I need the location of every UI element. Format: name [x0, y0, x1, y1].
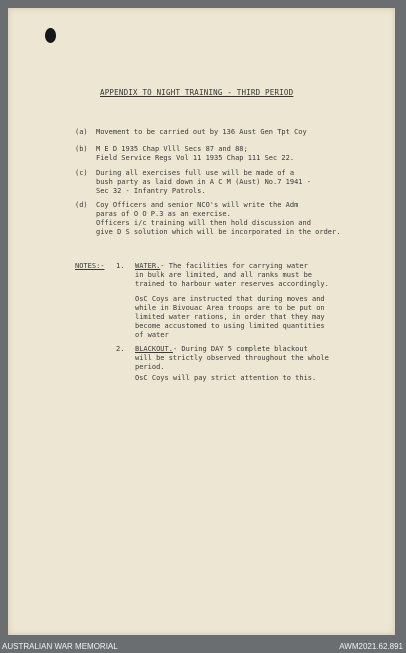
item-label-d: (d): [75, 201, 88, 209]
note-2-heading: BLACKOUT.: [135, 345, 173, 353]
note-2-number: 2.: [116, 345, 125, 353]
note-2-paragraph-2: [135, 374, 316, 383]
punch-hole: [45, 28, 56, 43]
document-title: APPENDIX TO NIGHT TRAINING - THIRD PERIOD: [100, 88, 294, 97]
item-c-line-2: bush party as laid down in A C M (Aust) No.7 1941 -: [96, 178, 311, 186]
item-a-text: [96, 128, 307, 137]
note-1-p2-l1: OsC Coys are instructed that during moves and: [135, 295, 325, 303]
item-d-line-3: Officers i/c training will then hold discussion and: [96, 219, 311, 227]
note-2-line-1: [135, 345, 329, 354]
note-1-paragraph-2: [135, 295, 325, 340]
item-c-text: [96, 169, 311, 196]
item-b-text: [96, 145, 294, 163]
item-c-line-1: During all exercises full use will be made of a: [96, 169, 295, 177]
footer-left-text: AUSTRALIAN WAR MEMORIAL: [2, 642, 118, 651]
item-d-line-4: give D S solution which will be incorporated in the order.: [96, 228, 341, 236]
item-d-line-1: Coy Officers and senior NCO's will write the Adm: [96, 201, 299, 209]
note-1-p2-l4: become accustomed to using limited quantities: [135, 322, 325, 330]
note-1-p1-l1: - The facilities for carrying water: [160, 262, 308, 270]
item-a-line-1: Movement to be carried out by 136 Aust Gen Tpt Coy: [96, 128, 307, 136]
item-b-line-2: Field Service Regs Vol 11 1935 Chap 111 Sec 22.: [96, 154, 295, 162]
note-2-p2-l1: OsC Coys will pay strict attention to this.: [135, 374, 317, 382]
note-1-p2-l5: of water: [135, 331, 169, 339]
note-1-p1-l2: in bulk are limited, and all ranks must be: [135, 271, 313, 279]
notes-label: NOTES:-: [75, 262, 105, 270]
note-1-number: 1.: [116, 262, 125, 270]
item-d-text: [96, 201, 340, 237]
note-1-heading: WATER.: [135, 262, 161, 270]
note-1-p2-l2: while in Bivouac Area troops are to be put on: [135, 304, 325, 312]
note-1-text: [135, 262, 329, 289]
note-2-p1-l3: period.: [135, 363, 165, 371]
note-1-p2-l3: limited water rations, in order that they may: [135, 313, 325, 321]
note-1-p1-l3: trained to harbour water reserves accordingly.: [135, 280, 329, 288]
note-2-p1-l1: - During DAY 5 complete blackout: [172, 345, 308, 353]
note-1-line-1: [135, 262, 329, 271]
item-c-line-3: Sec 32 - Infantry Patrols.: [96, 187, 206, 195]
item-label-c: (c): [75, 169, 88, 177]
footer-right-text: AWM2021.62.891: [339, 642, 403, 651]
item-label-b: (b): [75, 145, 88, 153]
note-2-p1-l2: will be strictly observed throughout the whole: [135, 354, 329, 362]
item-label-a: (a): [75, 128, 88, 136]
item-b-line-1: M E D 1935 Chap Vlll Secs 87 and 88;: [96, 145, 248, 153]
note-2-text: [135, 345, 329, 372]
item-d-line-2: paras of O O P.3 as an exercise.: [96, 210, 231, 218]
